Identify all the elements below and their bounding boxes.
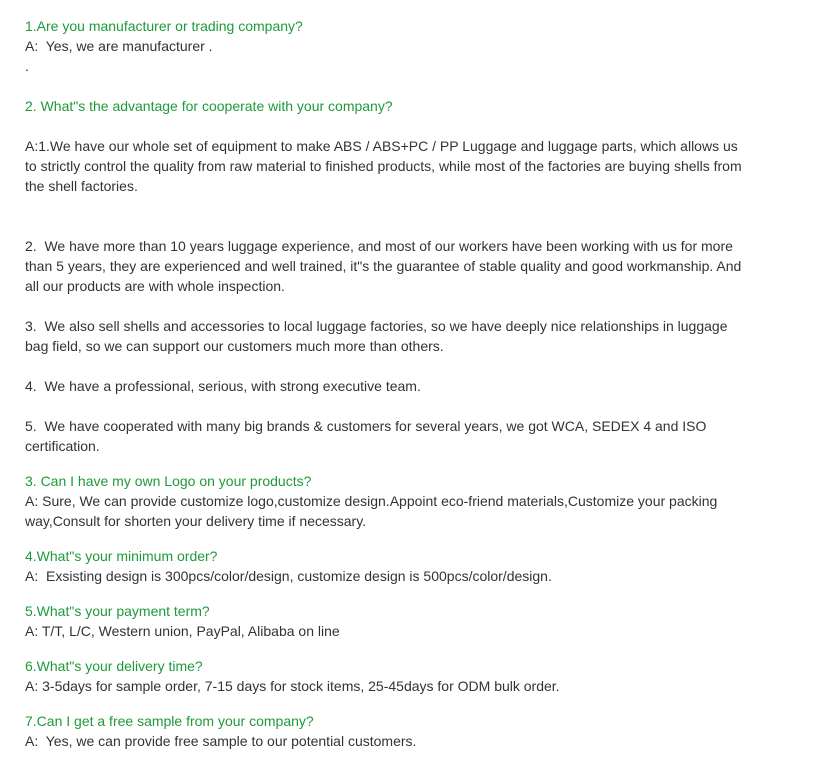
- faq-answer-5: A: T/T, L/C, Western union, PayPal, Alibaba on line: [25, 623, 340, 639]
- faq-question-4: 4.What"s your minimum order?: [25, 548, 218, 564]
- spacer: [25, 356, 745, 376]
- faq-answer-2-point-5: 5. We have cooperated with many big brands & customers for several years, we got WCA, SEDEX 4 and ISO certification.: [25, 418, 711, 454]
- faq-section: [25, 16, 745, 751]
- faq-answer-1-dot: .: [25, 58, 29, 74]
- faq-answer-4: A: Exsisting design is 300pcs/color/design, customize design is 500pcs/color/design.: [25, 568, 552, 584]
- spacer: [25, 696, 745, 711]
- spacer: [25, 116, 745, 136]
- faq-answer-3: A: Sure, We can provide customize logo,customize design.Appoint eco-friend materials,Customize your packing way,Consult for shorten your delivery time if necessary.: [25, 493, 722, 529]
- faq-answer-6: A: 3-5days for sample order, 7-15 days for stock items, 25-45days for ODM bulk order.: [25, 678, 560, 694]
- spacer: [25, 216, 745, 236]
- faq-question-3: 3. Can I have my own Logo on your products?: [25, 473, 312, 489]
- spacer: [25, 296, 745, 316]
- faq-question-7: 7.Can I get a free sample from your company?: [25, 713, 314, 729]
- faq-question-6: 6.What"s your delivery time?: [25, 658, 203, 674]
- spacer: [25, 196, 745, 216]
- faq-answer-2-point-3: 3. We also sell shells and accessories to local luggage factories, so we have deeply nice relationships in luggage bag field, so we can support our customers much more than others.: [25, 318, 732, 354]
- spacer: [25, 456, 745, 471]
- faq-question-1: 1.Are you manufacturer or trading company?: [25, 18, 303, 34]
- faq-answer-1: A: Yes, we are manufacturer .: [25, 38, 213, 54]
- faq-answer-2-point-4: 4. We have a professional, serious, with strong executive team.: [25, 378, 421, 394]
- spacer: [25, 586, 745, 601]
- faq-question-5: 5.What"s your payment term?: [25, 603, 210, 619]
- spacer: [25, 396, 745, 416]
- faq-question-2: 2. What"s the advantage for cooperate with your company?: [25, 98, 393, 114]
- faq-answer-2-point-1: A:1.We have our whole set of equipment to make ABS / ABS+PC / PP Luggage and luggage parts, which allows us to strictly control the quality from raw material to finished products, while most of the factories are buying shells from the shell factories.: [25, 138, 746, 194]
- spacer: [25, 641, 745, 656]
- spacer: [25, 76, 745, 96]
- spacer: [25, 531, 745, 546]
- faq-answer-7: A: Yes, we can provide free sample to our potential customers.: [25, 733, 417, 749]
- faq-answer-2-point-2: 2. We have more than 10 years luggage experience, and most of our workers have been working with us for more than 5 years, they are experienced and well trained, it"s the guarantee of stable quality and good workmanship. And all our products are with whole inspection.: [25, 238, 746, 294]
